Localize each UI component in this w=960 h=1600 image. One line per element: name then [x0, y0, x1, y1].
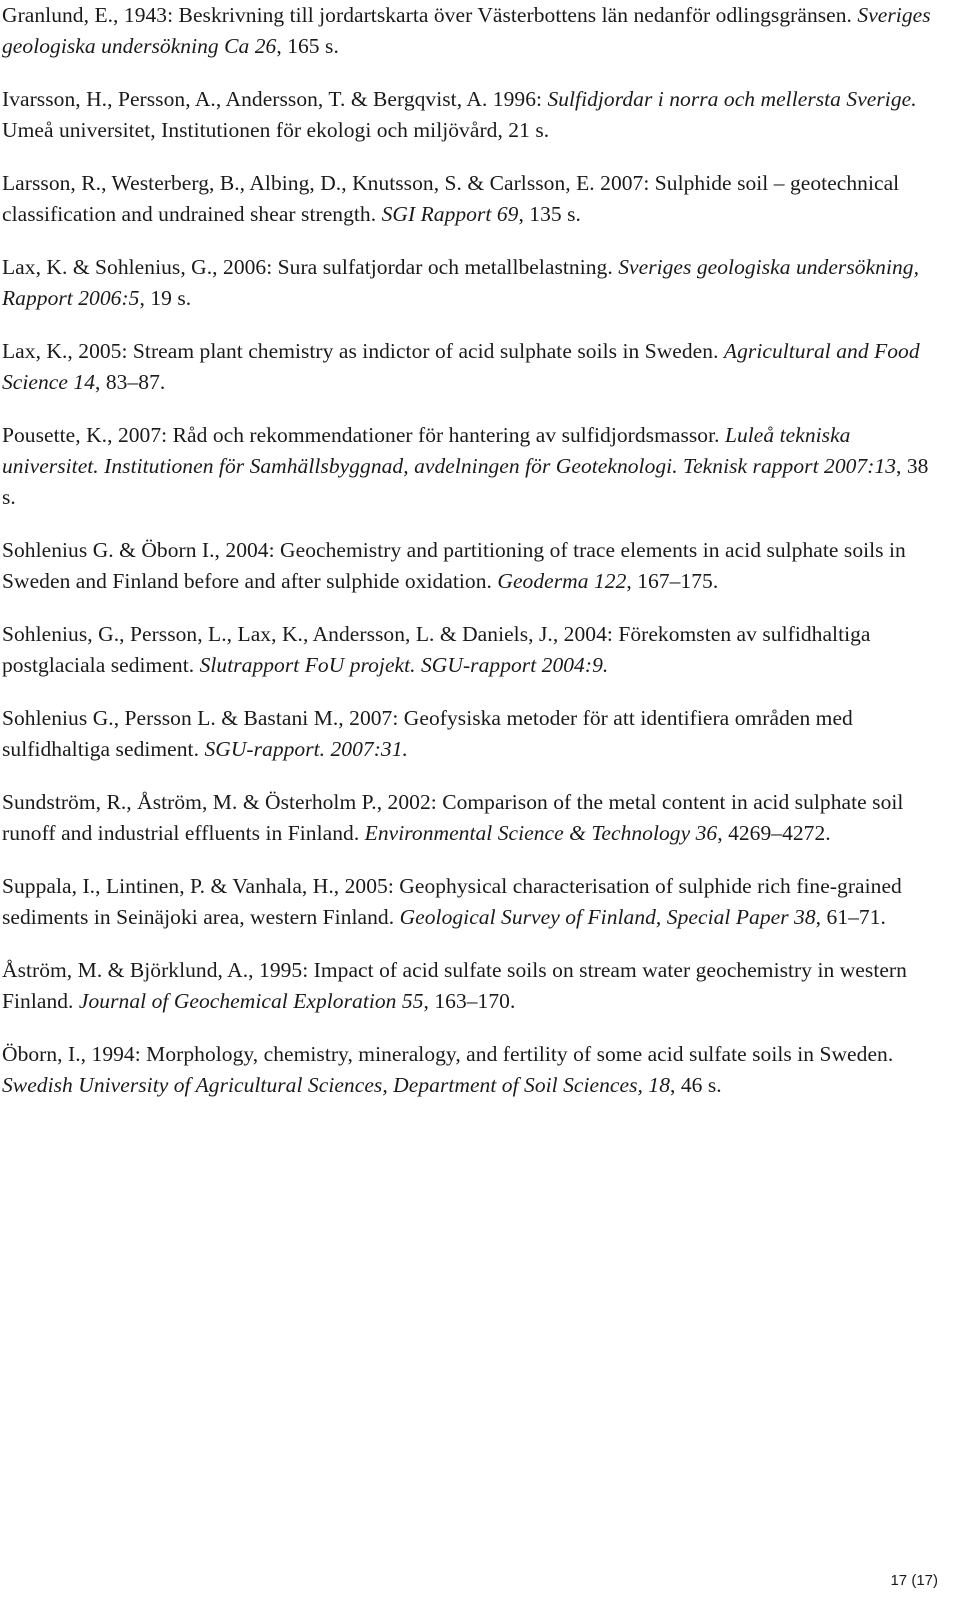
ref-pages: , 165 s.: [276, 34, 339, 58]
ref-authors-title: Öborn, I., 1994: Morphology, chemistry, mineralogy, and fertility of some acid sulfate soils in Sweden.: [2, 1042, 894, 1066]
ref-pages: , 46 s.: [670, 1073, 722, 1097]
ref-authors-title: Larsson, R., Westerberg, B., Albing, D., Knutsson, S. & Carlsson, E. 2007: Sulphide soil – geotechnical classification and undrained shear strength.: [2, 171, 900, 226]
reference-entry: [2, 168, 946, 230]
page-number: 17 (17): [890, 1572, 938, 1589]
ref-pages: , 4269–4272.: [717, 821, 831, 845]
ref-pages: , 167–175.: [626, 569, 719, 593]
ref-source: Geoderma 122: [497, 569, 627, 593]
reference-entry: [2, 535, 946, 597]
ref-source: Agricultural and Food Science 14: [2, 339, 920, 394]
ref-authors-title: Sohlenius G., Persson L. & Bastani M., 2007: Geofysiska metoder för att identifiera områden med sulfidhaltiga sediment.: [2, 706, 853, 761]
ref-source: SGI Rapport 69: [381, 202, 519, 226]
ref-authors-title: Lax, K. & Sohlenius, G., 2006: Sura sulfatjordar och metallbelastning.: [2, 255, 619, 279]
ref-source: Sveriges geologiska undersökning Ca 26: [2, 3, 931, 58]
reference-entry: [2, 0, 946, 62]
reference-entry: [2, 871, 946, 933]
reference-entry: [2, 420, 946, 513]
ref-pages: , 135 s.: [518, 202, 581, 226]
ref-source: Sveriges geologiska undersökning, Rapport 2006:5: [2, 255, 920, 310]
reference-entry: [2, 336, 946, 398]
ref-source: Journal of Geochemical Exploration 55: [78, 989, 424, 1013]
ref-authors-title: Granlund, E., 1943: Beskrivning till jordartskarta över Västerbottens län nedanför odlingsgränsen.: [2, 3, 858, 27]
reference-entry: [2, 787, 946, 849]
reference-entry: [2, 252, 946, 314]
ref-pages: Umeå universitet, Institutionen för ekologi och miljövård, 21 s.: [2, 118, 550, 142]
ref-source: Environmental Science & Technology 36: [364, 821, 718, 845]
ref-source: Swedish University of Agricultural Sciences, Department of Soil Sciences, 18: [2, 1073, 670, 1097]
ref-source: SGU-rapport. 2007:31.: [204, 737, 408, 761]
ref-pages: , 83–87.: [95, 370, 166, 394]
ref-authors-title: Ivarsson, H., Persson, A., Andersson, T. & Bergqvist, A. 1996:: [2, 87, 548, 111]
reference-entry: [2, 619, 946, 681]
ref-source: Geological Survey of Finland, Special Paper 38: [399, 905, 816, 929]
ref-authors-title: Sohlenius G. & Öborn I., 2004: Geochemistry and partitioning of trace elements in acid sulphate soils in Sweden and Finland before and after sulphide oxidation.: [2, 538, 906, 593]
reference-entry: [2, 955, 946, 1017]
reference-list: [2, 0, 946, 1123]
ref-pages: , 163–170.: [423, 989, 516, 1013]
ref-pages: , 38 s.: [2, 454, 929, 509]
reference-entry: [2, 84, 946, 146]
reference-entry: [2, 1039, 946, 1101]
ref-source: Sulfidjordar i norra och mellersta Sverige.: [547, 87, 917, 111]
ref-pages: , 19 s.: [139, 286, 192, 310]
ref-pages: , 61–71.: [815, 905, 886, 929]
reference-entry: [2, 703, 946, 765]
ref-authors-title: Suppala, I., Lintinen, P. & Vanhala, H., 2005: Geophysical characterisation of sulphide rich fine-grained sediments in Seinäjoki area, western Finland.: [2, 874, 902, 929]
ref-authors-title: Åström, M. & Björklund, A., 1995: Impact of acid sulfate soils on stream water geochemistry in western Finland.: [2, 958, 907, 1013]
ref-authors-title: Sohlenius, G., Persson, L., Lax, K., Andersson, L. & Daniels, J., 2004: Förekomsten av sulfidhaltiga postglaciala sediment.: [2, 622, 871, 677]
ref-authors-title: Lax, K., 2005: Stream plant chemistry as indictor of acid sulphate soils in Sweden.: [2, 339, 724, 363]
ref-authors-title: Sundström, R., Åström, M. & Österholm P., 2002: Comparison of the metal content in acid sulphate soil runoff and industrial effluents in Finland.: [2, 790, 904, 845]
ref-authors-title: Pousette, K., 2007: Råd och rekommendationer för hantering av sulfidjordsmassor.: [2, 423, 725, 447]
ref-source: Slutrapport FoU projekt. SGU-rapport 2004:9.: [199, 653, 609, 677]
ref-source: Luleå tekniska universitet. Institutionen för Samhällsbyggnad, avdelningen för Geoteknologi. Teknisk rapport 2007:13: [2, 423, 897, 478]
